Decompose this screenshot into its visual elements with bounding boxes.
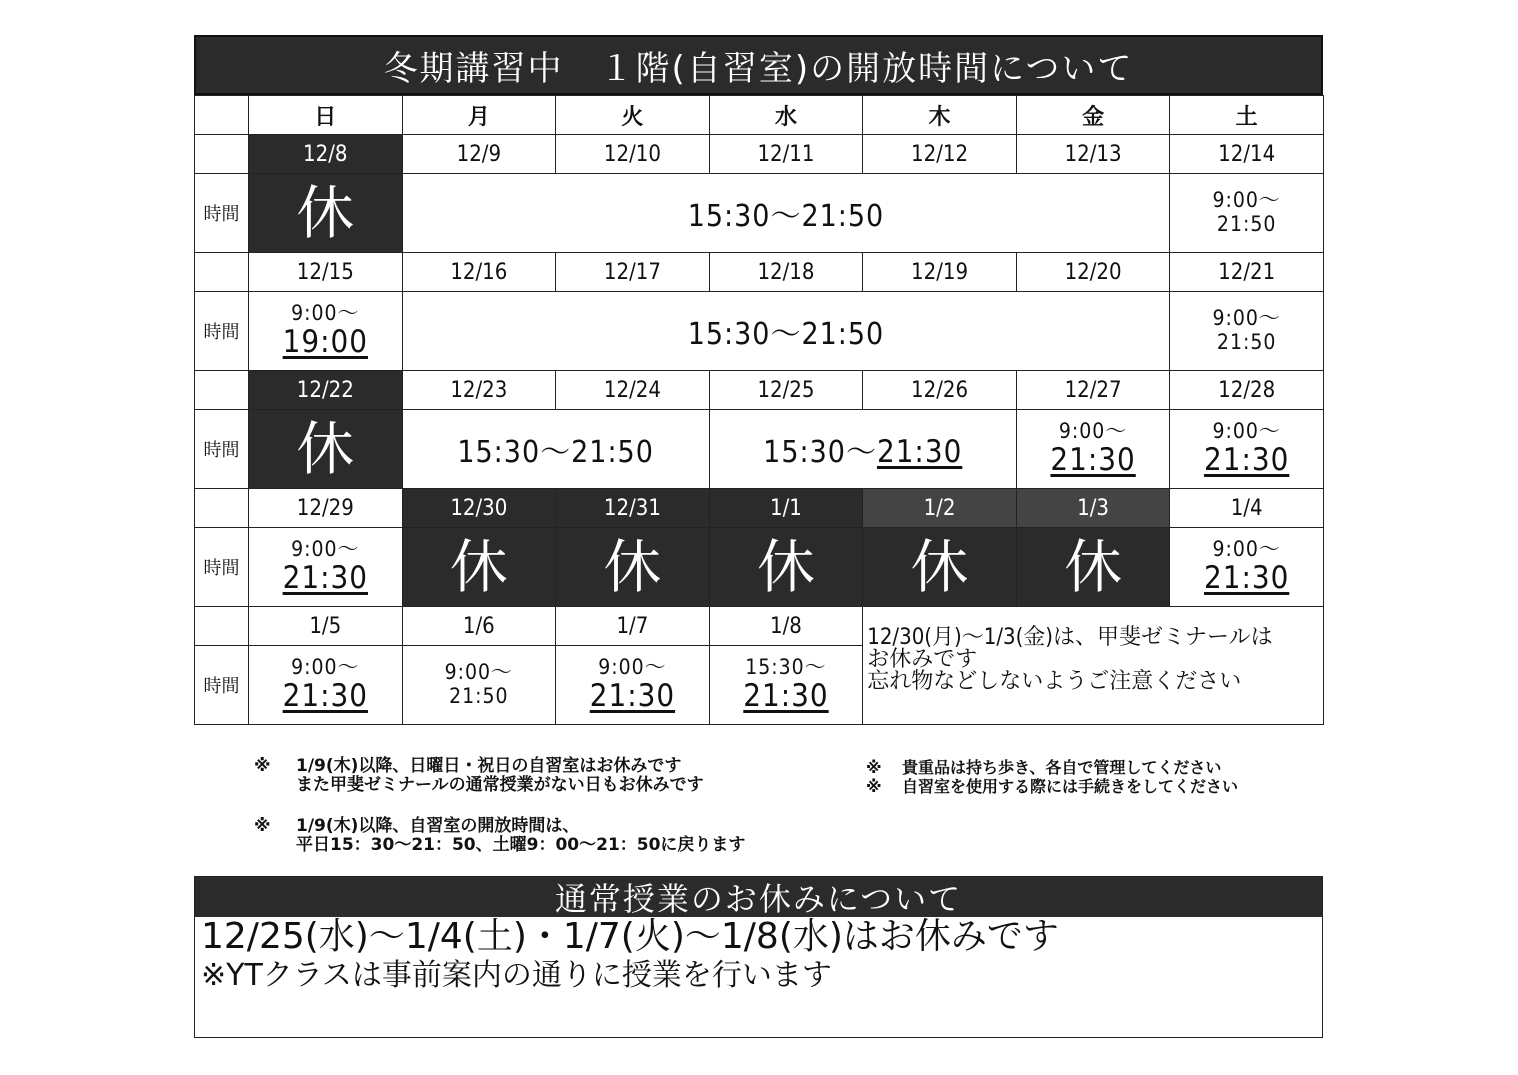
- weekday-header-row: [195, 96, 1324, 135]
- note-text: 自習室を使用する際には手続きをしてください: [902, 777, 1239, 796]
- hours-start: 9:00〜: [598, 654, 667, 679]
- hours-end-emphasis: 21:30: [1050, 441, 1136, 478]
- closed-cell: [556, 528, 710, 607]
- hours-cell: [709, 646, 863, 725]
- note-line: 12/30(月)〜1/3(金)は、甲斐ゼミナールは: [867, 625, 1273, 650]
- hours-start: 9:00〜: [1212, 536, 1281, 561]
- hours-end-emphasis: 21:30: [1203, 441, 1290, 478]
- date-cell: 12/24: [556, 371, 710, 410]
- date-cell: 1/6: [402, 607, 556, 646]
- hours-start: 15:30〜: [763, 435, 877, 470]
- hours-cell: [1016, 410, 1170, 489]
- page-title: 冬期講習中 １階(自習室)の開放時間について: [194, 35, 1323, 95]
- hours-cell: [249, 528, 403, 607]
- date-cell: 12/18: [709, 253, 863, 292]
- date-cell: 12/17: [556, 253, 710, 292]
- weekday-wed: 水: [709, 96, 863, 135]
- hours-end: 21:50: [1216, 212, 1277, 237]
- date-cell: 12/9: [402, 135, 556, 174]
- date-cell: 12/28: [1170, 371, 1324, 410]
- hours-cell: [556, 646, 710, 725]
- hours-cell: [709, 410, 1016, 489]
- reference-mark: ※: [866, 777, 882, 796]
- closed-mark: 休: [296, 179, 355, 247]
- date-cell: 12/25: [709, 371, 863, 410]
- date-cell: 12/30: [402, 489, 556, 528]
- time-label: 時間: [195, 410, 249, 489]
- date-cell: 12/11: [709, 135, 863, 174]
- time-row: [195, 292, 1324, 371]
- hours-start: 9:00〜: [1212, 418, 1281, 443]
- date-cell: 12/27: [1016, 371, 1170, 410]
- hours-end: 21:50: [1216, 330, 1277, 355]
- hours-cell: [1170, 174, 1324, 253]
- closed-mark: 休: [1064, 533, 1123, 601]
- hours-cell: [1170, 528, 1324, 607]
- note-text: 平日15：30〜21：50、土曜9：00〜21：50に戻ります: [296, 835, 746, 855]
- reference-mark: ※: [866, 758, 882, 777]
- date-cell: 12/14: [1170, 135, 1324, 174]
- section-title: 通常授業のお休みについて: [195, 877, 1322, 917]
- blank-cell: [195, 489, 249, 528]
- weekday-thu: 木: [863, 96, 1017, 135]
- time-label: 時間: [195, 174, 249, 253]
- hours-start: 15:30〜: [745, 654, 827, 679]
- date-cell: 1/3: [1016, 489, 1170, 528]
- date-cell: 12/19: [863, 253, 1017, 292]
- closed-mark: 休: [756, 533, 815, 601]
- closed-cell: [249, 174, 403, 253]
- blank-cell: [195, 135, 249, 174]
- weekday-mon: 月: [402, 96, 556, 135]
- date-cell: 12/10: [556, 135, 710, 174]
- note-block-3: [866, 758, 1238, 796]
- closed-cell: [249, 410, 403, 489]
- hours-end: 21:50: [449, 684, 509, 709]
- date-row: [195, 489, 1324, 528]
- closed-cell: [1016, 528, 1170, 607]
- note-text: また甲斐ゼミナールの通常授業がない日もお休みです: [296, 775, 704, 795]
- note-text: 1/9(木)以降、自習室の開放時間は、: [296, 816, 580, 836]
- date-cell: 1/7: [556, 607, 710, 646]
- date-cell: 12/13: [1016, 135, 1170, 174]
- date-cell: 1/4: [1170, 489, 1324, 528]
- date-cell: 12/15: [249, 253, 403, 292]
- weekday-fri: 金: [1016, 96, 1170, 135]
- regular-class-section: [194, 876, 1323, 1038]
- hours-end-emphasis: 19:00: [282, 323, 368, 360]
- date-cell: 1/5: [249, 607, 403, 646]
- date-row: [195, 607, 1324, 646]
- time-row: [195, 528, 1324, 607]
- closed-mark: 休: [603, 533, 662, 601]
- time-label: 時間: [195, 292, 249, 371]
- date-cell: 12/29: [249, 489, 403, 528]
- date-cell: 12/8: [249, 135, 403, 174]
- hours-cell: [249, 292, 403, 371]
- blank-cell: [195, 371, 249, 410]
- hours-cell: [402, 292, 1170, 371]
- date-cell: 12/31: [556, 489, 710, 528]
- date-row: [195, 135, 1324, 174]
- note-text: 貴重品は持ち歩き、各自で管理してください: [902, 758, 1222, 777]
- date-cell: 12/20: [1016, 253, 1170, 292]
- date-row: [195, 253, 1324, 292]
- date-row: [195, 371, 1324, 410]
- closed-cell: [863, 528, 1017, 607]
- date-cell: 12/12: [863, 135, 1017, 174]
- note-block-2: [254, 817, 745, 855]
- hours-end-emphasis: 21:30: [743, 677, 829, 714]
- time-label: 時間: [195, 646, 249, 725]
- hours-start: 9:00〜: [1058, 418, 1128, 443]
- note-line: 忘れ物などしないようご注意ください: [867, 669, 1242, 694]
- hours-range: 15:30〜21:50: [687, 199, 885, 234]
- date-cell: 12/21: [1170, 253, 1324, 292]
- schedule-sheet: [194, 35, 1323, 725]
- closed-cell: [402, 528, 556, 607]
- blank-cell: [195, 607, 249, 646]
- date-cell: 12/22: [249, 371, 403, 410]
- corner-cell: [195, 96, 249, 135]
- date-cell: 1/1: [709, 489, 863, 528]
- schedule-table: [194, 95, 1324, 725]
- hours-end-emphasis: 21:30: [282, 677, 368, 714]
- reference-mark: ※: [254, 816, 271, 836]
- hours-start: 9:00〜: [1212, 306, 1281, 331]
- note-line: お休みです: [867, 647, 978, 672]
- hours-end-emphasis: 21:30: [282, 559, 368, 596]
- hours-range: 15:30〜21:50: [687, 317, 885, 352]
- weekday-sat: 土: [1170, 96, 1324, 135]
- weekday-tue: 火: [556, 96, 710, 135]
- reference-mark: ※: [254, 756, 271, 776]
- note-text: 1/9(木)以降、日曜日・祝日の自習室はお休みです: [296, 756, 682, 776]
- hours-cell: [402, 410, 709, 489]
- hours-start: 9:00〜: [291, 654, 360, 679]
- closed-cell: [709, 528, 863, 607]
- date-cell: 12/16: [402, 253, 556, 292]
- holiday-note: [863, 607, 1324, 725]
- date-cell: 12/23: [402, 371, 556, 410]
- hours-end-emphasis: 21:30: [1203, 559, 1290, 596]
- hours-end-emphasis: 21:30: [589, 677, 676, 714]
- hours-cell: [249, 646, 403, 725]
- closed-mark: 休: [296, 415, 355, 483]
- hours-cell: [1170, 292, 1324, 371]
- date-cell: 1/8: [709, 607, 863, 646]
- date-cell: 12/26: [863, 371, 1017, 410]
- hours-start: 9:00〜: [444, 660, 514, 685]
- hours-start: 9:00〜: [1212, 188, 1281, 213]
- closed-mark: 休: [910, 533, 969, 601]
- closed-mark: 休: [449, 533, 508, 601]
- hours-start: 9:00〜: [291, 536, 360, 561]
- blank-cell: [195, 253, 249, 292]
- hours-start: 9:00〜: [291, 300, 360, 325]
- hours-cell: [402, 174, 1170, 253]
- time-row: [195, 174, 1324, 253]
- weekday-sun: 日: [249, 96, 403, 135]
- hours-cell: [1170, 410, 1324, 489]
- time-row: [195, 410, 1324, 489]
- note-block-1: [254, 757, 704, 795]
- hours-end-emphasis: 21:30: [876, 434, 963, 470]
- section-line: 12/25(水)〜1/4(土)・1/7(火)〜1/8(水)はお休みです: [201, 916, 1059, 957]
- time-label: 時間: [195, 528, 249, 607]
- date-cell: 1/2: [863, 489, 1017, 528]
- hours-range: 15:30〜21:50: [457, 435, 654, 470]
- hours-cell: [402, 646, 556, 725]
- section-line: ※YTクラスは事前案内の通りに授業を行います: [201, 958, 832, 993]
